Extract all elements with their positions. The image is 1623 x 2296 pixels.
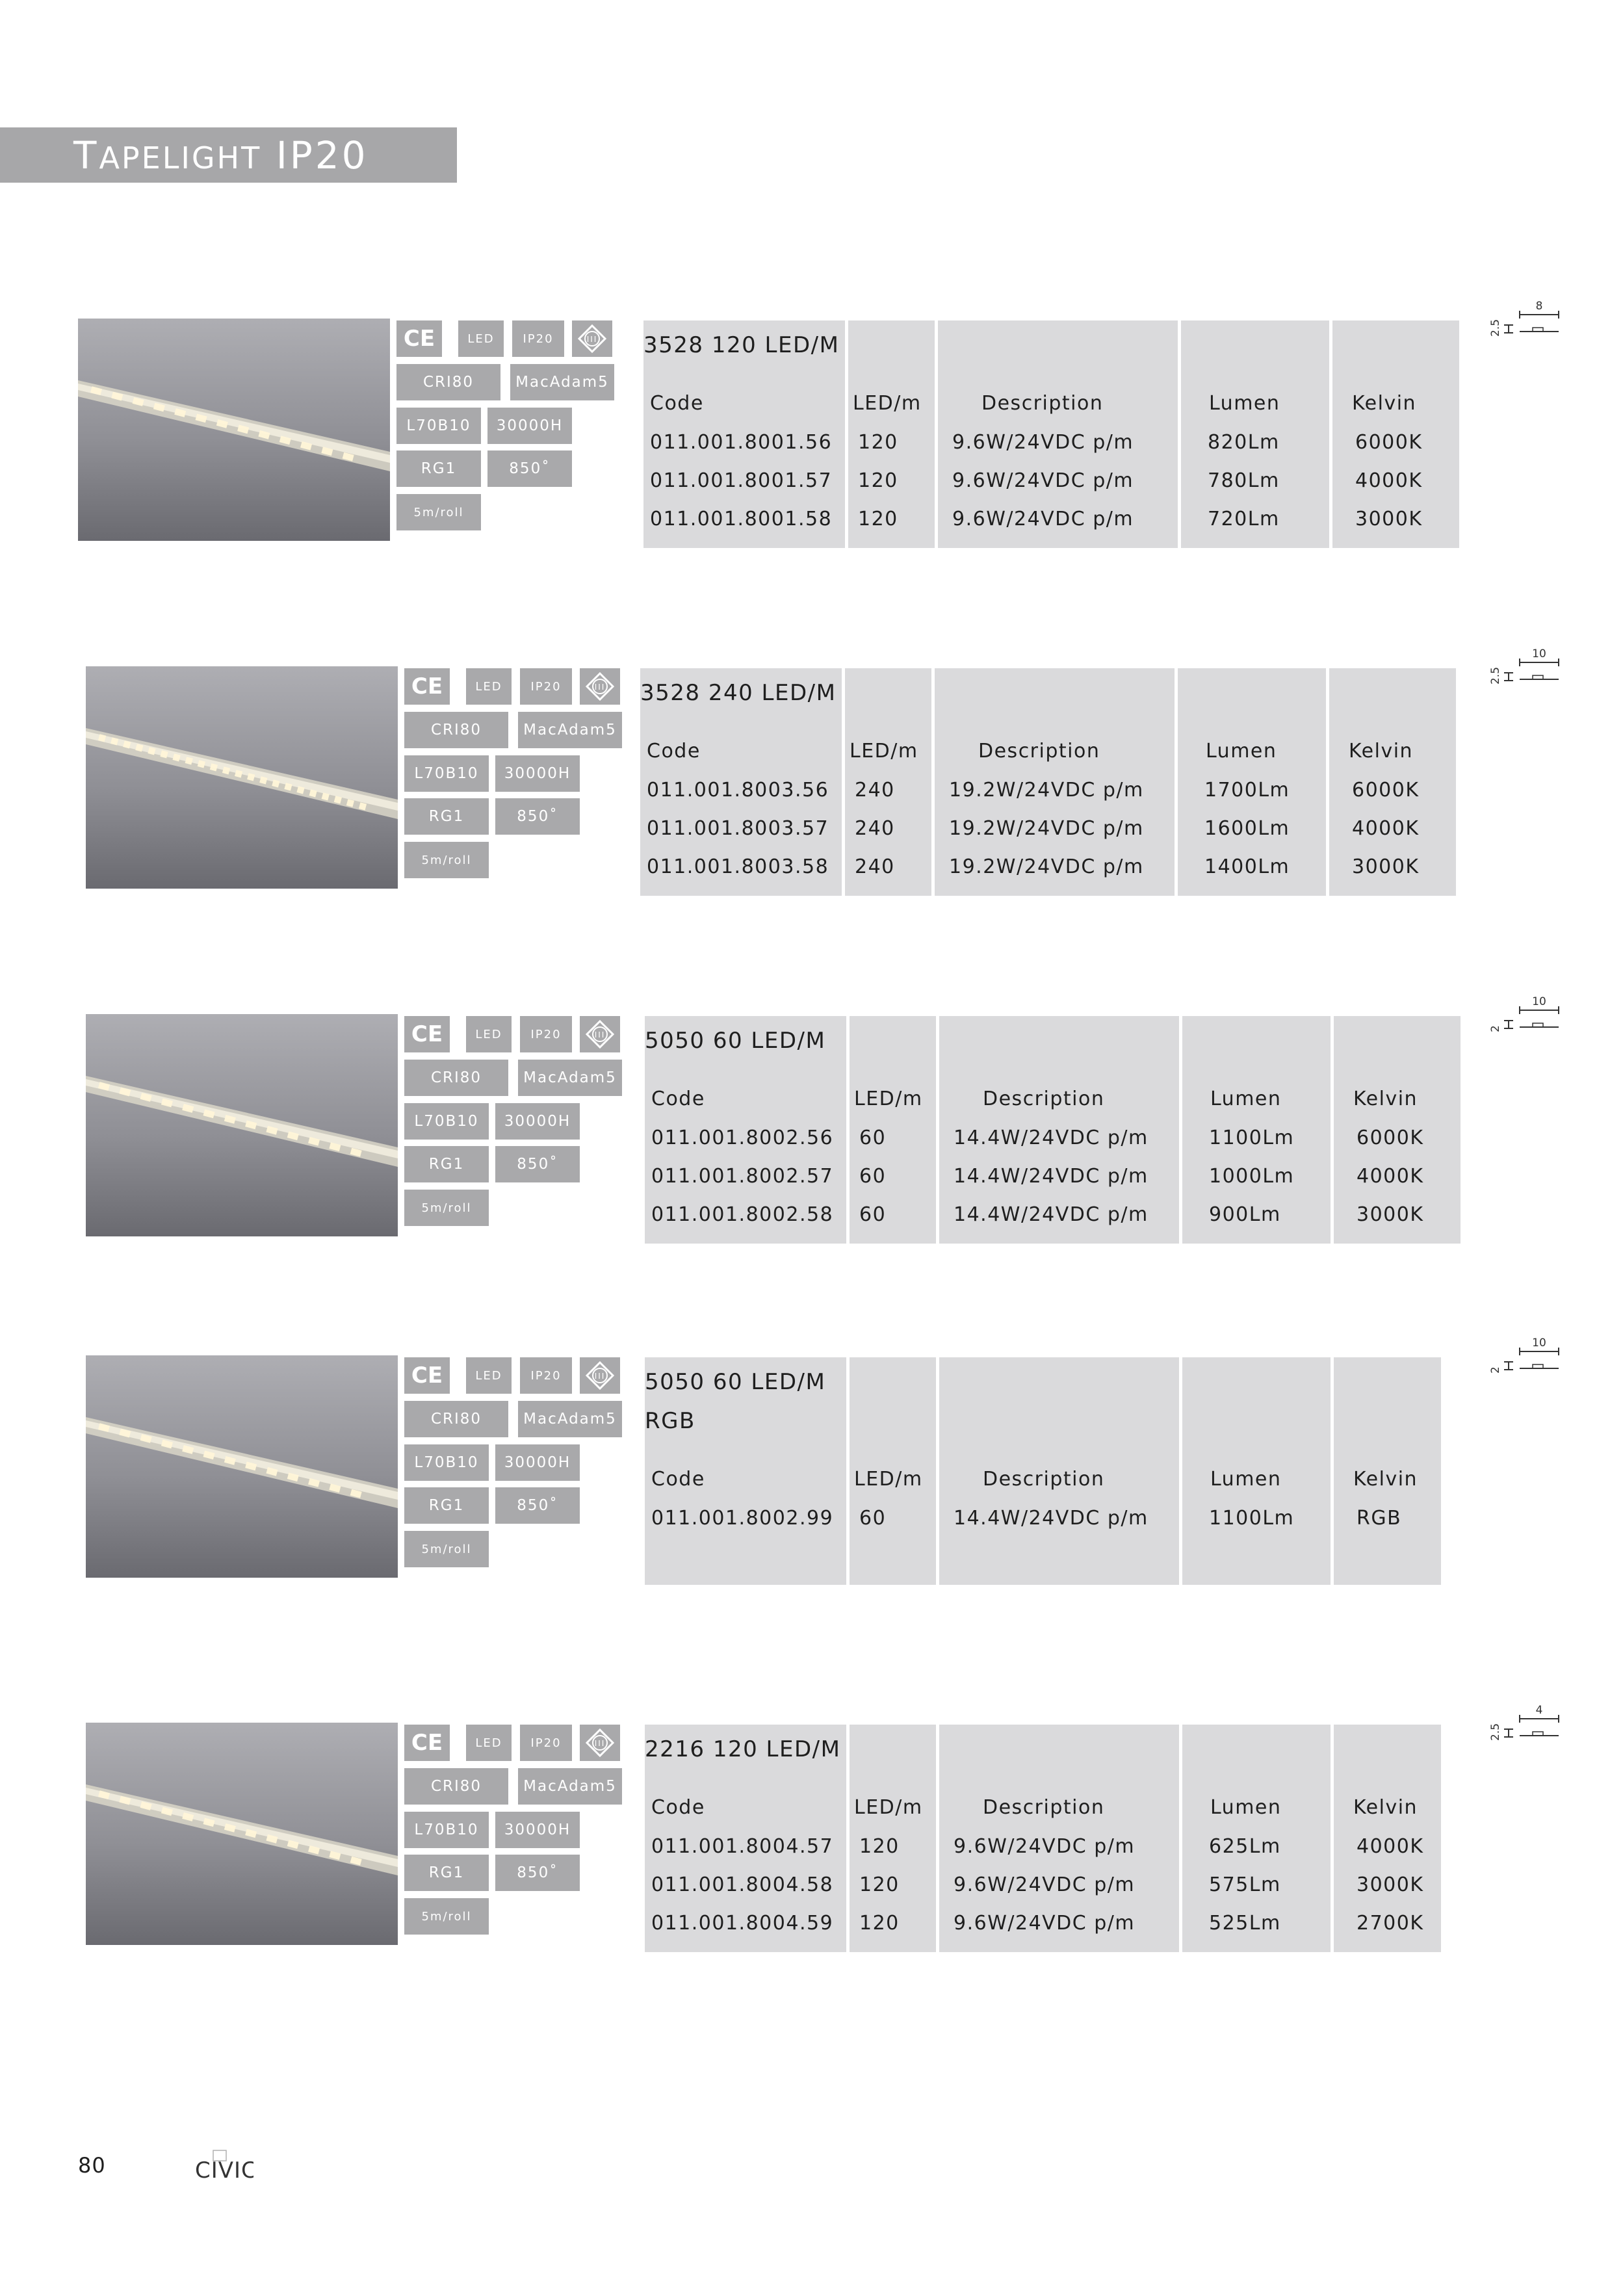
hours-badge: 30000H [495,755,580,792]
row-description: 9.6W/24VDC p/m [952,508,1134,530]
column-divider [1331,1357,1334,1585]
row-kelvin: 3000K [1352,855,1420,878]
column-header-lumen: Lumen [1210,1088,1282,1110]
column-header-code: Code [651,1796,705,1819]
row-ledm: 60 [859,1165,887,1188]
lifetime-badge: L70B10 [404,1103,489,1140]
hours-badge: 30000H [487,408,572,444]
beam-angle-badge: 850˚ [495,798,580,835]
row-ledm: 240 [855,779,895,802]
row-lumen: 575Lm [1209,1873,1281,1896]
row-ledm: 120 [859,1835,900,1858]
beam-angle-badge: 850˚ [495,1487,580,1524]
row-code: 011.001.8001.56 [650,431,833,454]
ip20-badge: IP20 [520,1357,572,1394]
macadam-badge: MacAdam5 [518,1768,622,1805]
ip20-badge: IP20 [512,320,564,357]
svg-text:10: 10 [1532,1337,1546,1350]
spec-table [643,320,1459,548]
column-divider [842,668,845,896]
column-header-lumen: Lumen [1209,392,1280,415]
product-block [0,1704,1623,1957]
class-three-icon [580,1725,620,1761]
row-code: 011.001.8003.58 [647,855,829,878]
row-kelvin: 4000K [1355,469,1423,492]
roll-length-badge: 5m/roll [396,494,481,530]
macadam-badge: MacAdam5 [510,364,614,400]
column-divider [1326,668,1329,896]
column-header-code: Code [651,1468,705,1491]
column-header-kelvin: Kelvin [1353,1796,1418,1819]
beam-angle-badge: 850˚ [495,1146,580,1182]
row-lumen: 1000Lm [1209,1165,1295,1188]
product-name: 5050 60 LED/M [645,1369,826,1395]
column-divider [846,1725,850,1952]
dimension-drawing [1474,1336,1578,1388]
row-description: 9.6W/24VDC p/m [954,1835,1136,1858]
row-ledm: 60 [859,1203,887,1226]
ip20-badge: IP20 [520,1016,572,1052]
column-divider [1179,1357,1182,1585]
row-code: 011.001.8001.58 [650,508,833,530]
column-divider [1329,320,1332,548]
row-kelvin: 3000K [1355,508,1423,530]
row-lumen: 1400Lm [1204,855,1290,878]
row-ledm: 240 [855,817,895,840]
column-divider [1175,668,1178,896]
column-header-description: Description [983,1088,1105,1110]
product-block [0,300,1623,553]
column-divider [936,1357,939,1585]
lifetime-badge: L70B10 [396,408,481,444]
column-header-lumen: Lumen [1206,740,1277,763]
column-divider [936,1725,939,1952]
row-ledm: 240 [855,855,895,878]
section-title-bar [0,127,457,183]
column-header-code: Code [647,740,701,763]
row-ledm: 120 [858,508,898,530]
row-code: 011.001.8001.57 [650,469,833,492]
spec-table [645,1016,1461,1244]
macadam-badge: MacAdam5 [518,712,622,748]
svg-text:8: 8 [1535,300,1543,313]
row-description: 14.4W/24VDC p/m [954,1165,1149,1188]
dimension-drawing [1474,995,1578,1047]
product-photo [86,1014,398,1236]
cri-badge: CRI80 [404,712,508,748]
dimension-drawing [1474,299,1578,351]
svg-text:2: 2 [1489,1025,1502,1032]
row-lumen: 720Lm [1208,508,1280,530]
spec-table [645,1725,1441,1952]
class-three-icon [580,668,620,705]
row-description: 9.6W/24VDC p/m [954,1912,1136,1935]
risk-group-badge: RG1 [404,1487,489,1524]
column-header-led-per-meter: LED/m [854,1796,923,1819]
row-lumen: 780Lm [1208,469,1280,492]
svg-text:III: III [594,683,606,692]
row-description: 9.6W/24VDC p/m [954,1873,1136,1896]
ip20-badge: IP20 [520,1725,572,1761]
svg-text:III: III [586,335,598,344]
product-block [0,1337,1623,1589]
row-description: 14.4W/24VDC p/m [954,1203,1149,1226]
column-divider [1178,320,1181,548]
svg-text:10: 10 [1532,995,1546,1008]
row-ledm: 120 [859,1912,900,1935]
row-code: 011.001.8002.57 [651,1165,834,1188]
row-code: 011.001.8002.56 [651,1127,834,1149]
lifetime-badge: L70B10 [404,755,489,792]
column-header-kelvin: Kelvin [1353,1468,1418,1491]
product-photo [86,666,398,889]
lifetime-badge: L70B10 [404,1444,489,1481]
cri-badge: CRI80 [396,364,500,400]
product-variant: RGB [645,1408,695,1434]
column-divider [931,668,935,896]
column-divider [1331,1725,1334,1952]
civic-logo [195,2149,253,2182]
product-photo [78,319,390,541]
row-lumen: 525Lm [1209,1912,1281,1935]
row-kelvin: 4000K [1352,817,1420,840]
svg-text:2.5: 2.5 [1489,319,1502,337]
row-description: 19.2W/24VDC p/m [949,779,1144,802]
section-title: TAPELIGHT IP20 [73,133,369,177]
row-kelvin: 2700K [1357,1912,1424,1935]
column-header-description: Description [983,1796,1105,1819]
spec-table [645,1357,1441,1585]
beam-angle-badge: 850˚ [495,1855,580,1891]
row-kelvin: RGB [1357,1507,1402,1530]
macadam-badge: MacAdam5 [518,1060,622,1096]
hours-badge: 30000H [495,1812,580,1848]
column-header-description: Description [981,392,1104,415]
svg-text:III: III [594,1030,606,1039]
row-code: 011.001.8004.57 [651,1835,834,1858]
product-block [0,995,1623,1248]
row-kelvin: 4000K [1357,1165,1424,1188]
led-badge: LED [466,1725,512,1761]
column-divider [1179,1016,1182,1244]
row-kelvin: 3000K [1357,1873,1424,1896]
hours-badge: 30000H [495,1444,580,1481]
svg-text:4: 4 [1535,1704,1543,1717]
column-divider [845,320,848,548]
row-description: 9.6W/24VDC p/m [952,431,1134,454]
column-header-led-per-meter: LED/m [850,740,918,763]
column-header-led-per-meter: LED/m [853,392,922,415]
macadam-badge: MacAdam5 [518,1401,622,1437]
row-lumen: 1100Lm [1209,1127,1295,1149]
svg-text:2.5: 2.5 [1489,666,1502,685]
product-name: 3528 120 LED/M [643,332,840,358]
row-lumen: 1100Lm [1209,1507,1295,1530]
svg-text:10: 10 [1532,647,1546,660]
risk-group-badge: RG1 [404,798,489,835]
row-ledm: 120 [859,1873,900,1896]
ce-mark-icon: CE [404,1016,450,1052]
column-divider [936,1016,939,1244]
roll-length-badge: 5m/roll [404,1898,489,1935]
row-code: 011.001.8003.57 [647,817,829,840]
product-photo [86,1723,398,1945]
column-divider [935,320,938,548]
column-divider [1179,1725,1182,1952]
row-lumen: 900Lm [1209,1203,1281,1226]
roll-length-badge: 5m/roll [404,1190,489,1226]
column-header-description: Description [983,1468,1105,1491]
roll-length-badge: 5m/roll [404,1531,489,1567]
dimension-drawing [1474,647,1578,699]
row-ledm: 60 [859,1127,887,1149]
column-header-kelvin: Kelvin [1353,1088,1418,1110]
cri-badge: CRI80 [404,1768,508,1805]
row-description: 14.4W/24VDC p/m [954,1127,1149,1149]
row-code: 011.001.8002.58 [651,1203,834,1226]
svg-text:2: 2 [1489,1366,1502,1374]
class-three-icon [580,1357,620,1394]
ce-mark-icon: CE [404,1725,450,1761]
column-header-lumen: Lumen [1210,1796,1282,1819]
risk-group-badge: RG1 [404,1855,489,1891]
row-code: 011.001.8004.58 [651,1873,834,1896]
row-description: 9.6W/24VDC p/m [952,469,1134,492]
risk-group-badge: RG1 [396,450,481,487]
column-header-kelvin: Kelvin [1349,740,1414,763]
row-lumen: 1600Lm [1204,817,1290,840]
row-description: 19.2W/24VDC p/m [949,817,1144,840]
row-ledm: 60 [859,1507,887,1530]
row-kelvin: 6000K [1355,431,1423,454]
spec-table [640,668,1456,896]
ce-mark-icon: CE [404,668,450,705]
lifetime-badge: L70B10 [404,1812,489,1848]
column-divider [846,1016,850,1244]
row-kelvin: 4000K [1357,1835,1424,1858]
ip20-badge: IP20 [520,668,572,705]
row-ledm: 120 [858,431,898,454]
product-block [0,647,1623,900]
led-badge: LED [466,668,512,705]
row-code: 011.001.8002.99 [651,1507,834,1530]
row-description: 14.4W/24VDC p/m [954,1507,1149,1530]
product-photo [86,1355,398,1578]
class-three-icon [572,320,612,357]
ce-mark-icon: CE [404,1357,450,1394]
row-kelvin: 6000K [1352,779,1420,802]
row-kelvin: 3000K [1357,1203,1424,1226]
row-code: 011.001.8004.59 [651,1912,834,1935]
column-header-led-per-meter: LED/m [854,1468,923,1491]
row-kelvin: 6000K [1357,1127,1424,1149]
hours-badge: 30000H [495,1103,580,1140]
product-name: 2216 120 LED/M [645,1736,841,1762]
led-badge: LED [466,1016,512,1052]
risk-group-badge: RG1 [404,1146,489,1182]
product-name: 5050 60 LED/M [645,1028,826,1054]
svg-text:III: III [594,1372,606,1381]
roll-length-badge: 5m/roll [404,842,489,878]
column-header-code: Code [650,392,704,415]
column-header-kelvin: Kelvin [1352,392,1417,415]
row-description: 19.2W/24VDC p/m [949,855,1144,878]
ce-mark-icon: CE [396,320,442,357]
led-badge: LED [458,320,504,357]
row-lumen: 625Lm [1209,1835,1281,1858]
column-header-led-per-meter: LED/m [854,1088,923,1110]
cri-badge: CRI80 [404,1060,508,1096]
row-lumen: 1700Lm [1204,779,1290,802]
svg-text:CIVIC: CIVIC [195,2158,253,2182]
row-lumen: 820Lm [1208,431,1280,454]
svg-text:2.5: 2.5 [1489,1723,1502,1741]
row-code: 011.001.8003.56 [647,779,829,802]
beam-angle-badge: 850˚ [487,450,572,487]
column-header-lumen: Lumen [1210,1468,1282,1491]
led-badge: LED [466,1357,512,1394]
page-number: 80 [78,2153,106,2178]
column-header-code: Code [651,1088,705,1110]
column-divider [846,1357,850,1585]
column-divider [1331,1016,1334,1244]
cri-badge: CRI80 [404,1401,508,1437]
product-name: 3528 240 LED/M [640,680,837,706]
row-ledm: 120 [858,469,898,492]
dimension-drawing [1474,1703,1578,1755]
svg-text:III: III [594,1739,606,1748]
column-header-description: Description [978,740,1100,763]
class-three-icon [580,1016,620,1052]
